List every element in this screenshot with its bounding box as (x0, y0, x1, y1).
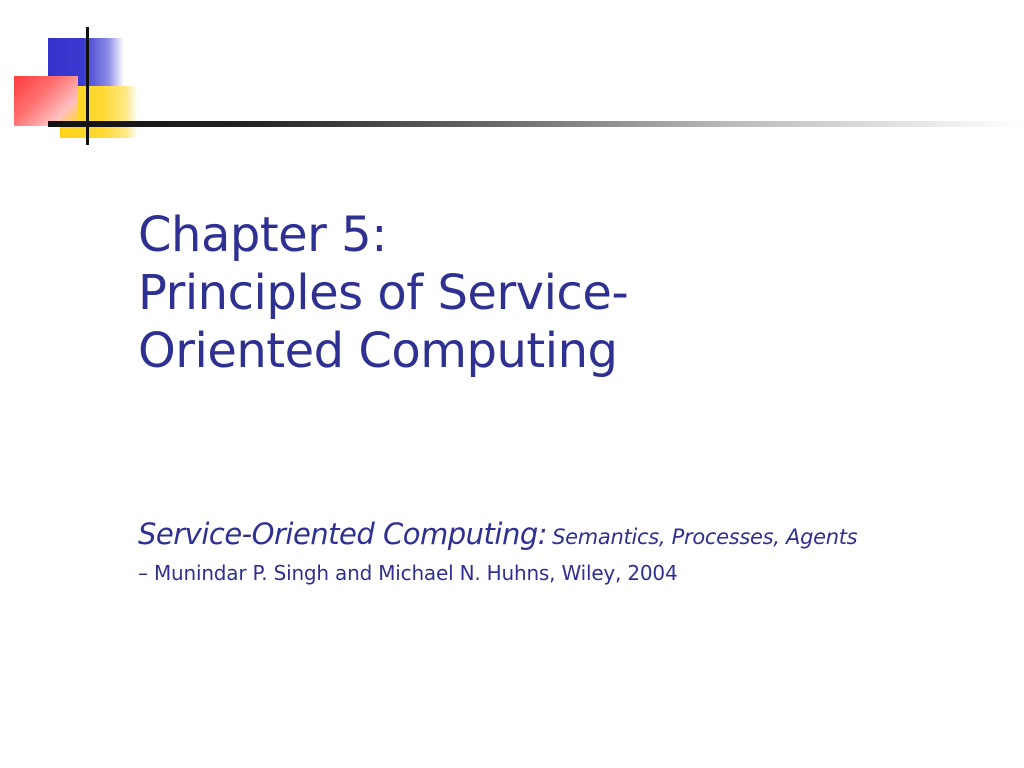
header-rule (48, 121, 1024, 127)
title-line: Chapter 5: (138, 207, 387, 263)
book-reference (138, 514, 857, 587)
authors-line: – Munindar P. Singh and Michael N. Huhns, Wiley, 2004 (138, 561, 678, 585)
title-line: Principles of Service- (138, 265, 629, 321)
logo-vertical-line (86, 27, 89, 145)
title-line: Oriented Computing (138, 323, 618, 379)
book-title: Service-Oriented Computing: (138, 517, 548, 551)
book-title-line (138, 514, 857, 559)
logo-red-square (14, 76, 78, 126)
slide-title (138, 206, 628, 380)
book-subtitle: Semantics, Processes, Agents (552, 525, 858, 549)
